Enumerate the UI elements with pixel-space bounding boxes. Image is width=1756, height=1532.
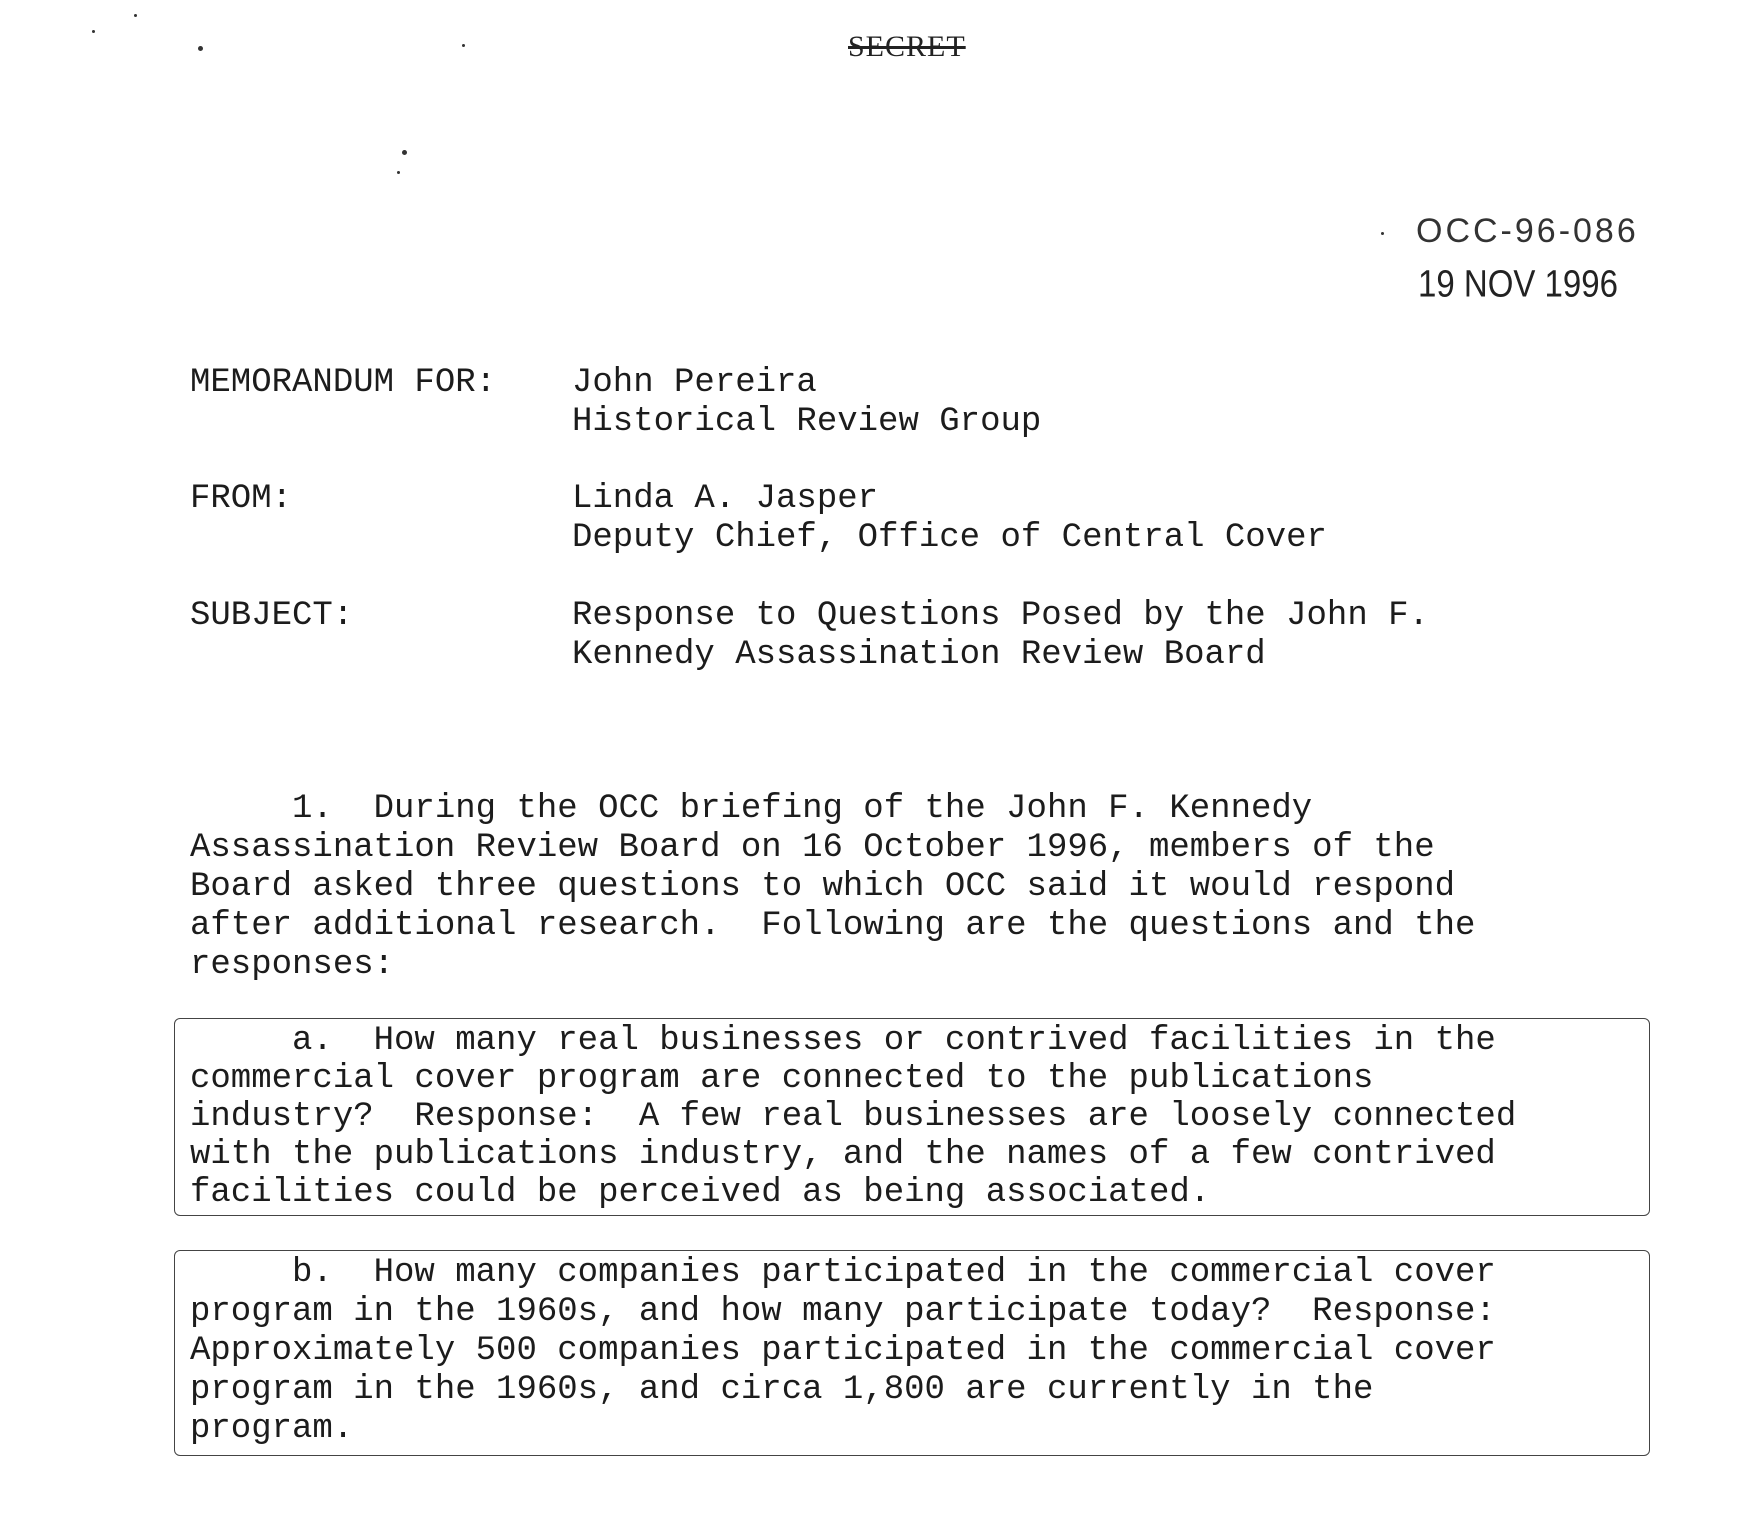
memorandum-for-label: MEMORANDUM FOR: [190,364,497,402]
scan-speck [402,150,407,155]
paragraph-line: after additional research. Following are the questions and the [190,907,1476,945]
item-line: facilities could be perceived as being associated. [190,1174,1211,1212]
scan-speck [92,30,95,33]
item-line: industry? Response: A few real businesses are loosely connected [190,1098,1517,1136]
item-line: with the publications industry, and the names of a few contrived [190,1136,1496,1174]
item-line: a. How many real businesses or contrived facilities in the [190,1022,1496,1060]
scan-speck [1381,232,1384,235]
item-line: program. [190,1410,354,1448]
subject-line: Response to Questions Posed by the John F. [572,597,1429,635]
paragraph-line: 1. During the OCC briefing of the John F. Kennedy [190,790,1313,828]
scan-speck [397,171,400,174]
sender-name: Linda A. Jasper [572,480,879,518]
scan-speck [462,44,465,47]
item-line: program in the 1960s, and circa 1,800 are currently in the [190,1371,1374,1409]
subject-line: Kennedy Assassination Review Board [572,636,1266,674]
sender-title: Deputy Chief, Office of Central Cover [572,519,1327,557]
item-line: program in the 1960s, and how many participate today? Response: [190,1293,1496,1331]
from-label: FROM: [190,480,293,518]
item-line: Approximately 500 companies participated in the commercial cover [190,1332,1496,1370]
classification-marking: SECRET [848,30,966,63]
subject-label: SUBJECT: [190,597,354,635]
recipient-organization: Historical Review Group [572,403,1042,441]
item-line: commercial cover program are connected to the publications [190,1060,1374,1098]
paragraph-line: responses: [190,946,395,984]
scan-speck [134,14,137,17]
document-number: OCC-96-086 [1416,212,1639,250]
recipient-name: John Pereira [572,364,817,402]
item-line: b. How many companies participated in the commercial cover [190,1254,1496,1292]
scan-speck [198,46,203,51]
paragraph-line: Board asked three questions to which OCC said it would respond [190,868,1456,906]
date-stamp: 19 NOV 1996 [1418,262,1618,305]
paragraph-line: Assassination Review Board on 16 October 1996, members of the [190,829,1435,867]
